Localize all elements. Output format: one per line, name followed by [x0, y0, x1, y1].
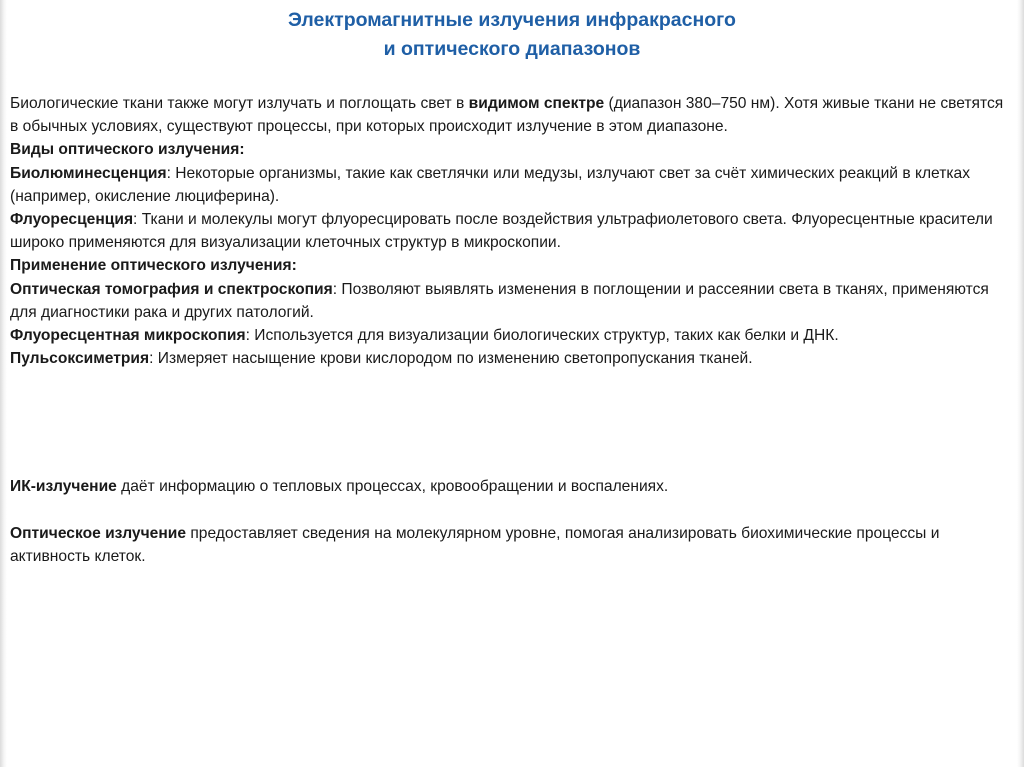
fluorescence-text: : Ткани и молекулы могут флуоресцировать после воздействия ультрафиолетового света. Флуоресцентные красители широко применяются для визуализации клеточных структур в микроскопии.: [10, 211, 993, 252]
oximetry-text: : Измеряет насыщение крови кислородом по изменению светопропускания тканей.: [149, 350, 753, 368]
microscopy-term: Флуоресцентная микроскопия: [10, 327, 246, 345]
summary-optical: [10, 522, 1015, 568]
summary-ir-term: ИК-излучение: [10, 478, 117, 495]
tomography-term: Оптическая томография и спектроскопия: [10, 280, 333, 298]
bioluminescence-text: : Некоторые организмы, такие как светлячки или медузы, излучают свет за счёт химических реакций в клетках (например, окисление люциферина).: [10, 164, 970, 205]
bioluminescence-item: [10, 162, 1015, 208]
summary-optical-text: предоставляет сведения на молекулярном уровне, помогая анализировать биохимические процессы и активность клеток.: [10, 525, 940, 566]
summary-ir-paragraph: [10, 475, 1015, 498]
intro-bold-term: видимом спектре: [468, 95, 605, 112]
intro-text-before: Биологические ткани также могут излучать и поглощать свет в: [10, 95, 469, 112]
slide-title-line-1: Электромагнитные излучения инфракрасного: [288, 9, 736, 31]
microscopy-item: [10, 324, 1015, 347]
oximetry-item: [10, 347, 1015, 370]
summary-optical-paragraph: [10, 522, 1015, 568]
oximetry-term: Пульсоксиметрия: [10, 350, 150, 368]
slide-body: [10, 92, 1015, 370]
types-heading: [10, 138, 1015, 161]
fluorescence-term: Флуоресценция: [10, 211, 134, 229]
intro-paragraph: [10, 92, 1015, 138]
summary-optical-term: Оптическое излучение: [10, 525, 187, 542]
right-edge-shadow: [1017, 0, 1024, 767]
slide-title-line-2: и оптического диапазонов: [383, 38, 641, 60]
tomography-text: : Позволяют выявлять изменения в поглощении и рассеянии света в тканях, применяются для диагностики рака и других патологий.: [10, 280, 989, 321]
slide-title: [0, 6, 1024, 64]
application-heading: [10, 254, 1015, 277]
application-heading-text: Применение оптического излучения:: [10, 257, 297, 275]
bioluminescence-term: Биолюминесценция: [10, 164, 167, 182]
types-heading-text: Виды оптического излучения:: [10, 141, 245, 159]
summary-ir: [10, 475, 1015, 498]
summary-ir-text: даёт информацию о тепловых процессах, кровообращении и воспалениях.: [116, 478, 669, 495]
tomography-item: [10, 278, 1015, 324]
microscopy-text: : Используется для визуализации биологических структур, таких как белки и ДНК.: [245, 327, 839, 345]
intro-text-after: (диапазон 380–750 нм). Хотя живые ткани не светятся в обычных условиях, существуют процессы, при которых происходит излучение в этом диапазоне.: [10, 95, 1004, 136]
fluorescence-item: [10, 208, 1015, 254]
left-edge-shadow: [0, 0, 7, 767]
